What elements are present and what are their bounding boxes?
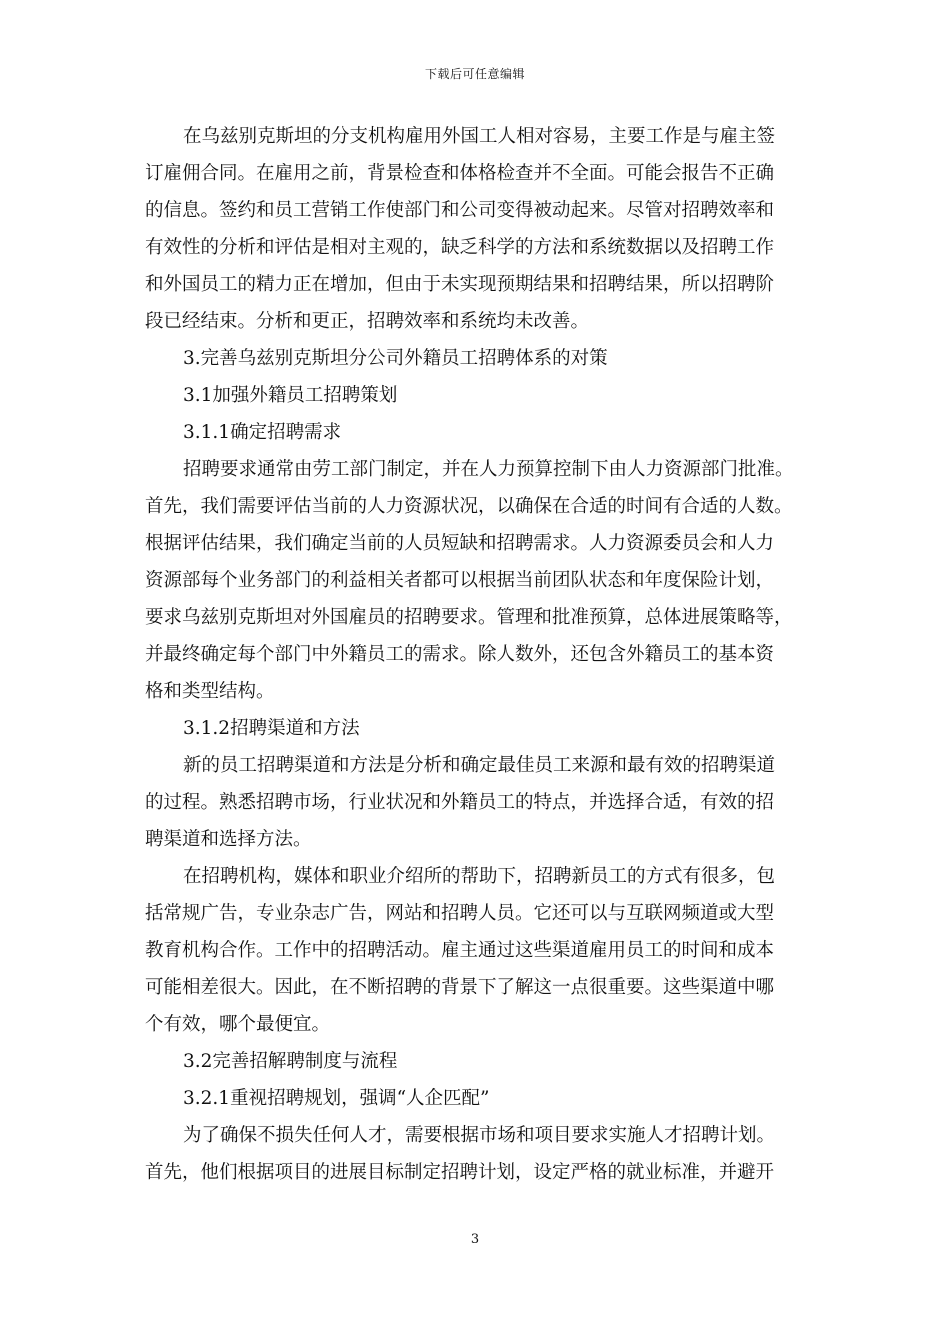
paragraph-line: 订雇佣合同。在雇用之前，背景检查和体格检查并不全面。可能会报告不正确: [145, 163, 775, 184]
section-heading: 3.完善乌兹别克斯坦分公司外籍员工招聘体系的对策: [183, 348, 608, 369]
subsection-heading: 3.1.1确定招聘需求: [183, 422, 342, 443]
paragraph-line: 的信息。签约和员工营销工作使部门和公司变得被动起来。尽管对招聘效率和: [145, 200, 775, 221]
paragraph-line: 要求乌兹别克斯坦对外国雇员的招聘要求。管理和批准预算，总体进展策略等，: [145, 607, 793, 628]
document-body: [145, 118, 805, 1191]
paragraph-line: 在招聘机构，媒体和职业介绍所的帮助下，招聘新员工的方式有很多，包: [183, 866, 776, 887]
paragraph-line: 教育机构合作。工作中的招聘活动。雇主通过这些渠道雇用员工的时间和成本: [145, 940, 775, 961]
subsection-heading: 3.2.1重视招聘规划，强调“人企匹配”: [183, 1088, 490, 1109]
paragraph-line: 可能相差很大。因此，在不断招聘的背景下了解这一点很重要。这些渠道中哪: [145, 977, 775, 998]
paragraph-line: 并最终确定每个部门中外籍员工的需求。除人数外，还包含外籍员工的基本资: [145, 644, 775, 665]
paragraph-line: 为了确保不损失任何人才，需要根据市场和项目要求实施人才招聘计划。: [183, 1125, 776, 1146]
paragraph-line: 新的员工招聘渠道和方法是分析和确定最佳员工来源和最有效的招聘渠道: [183, 755, 776, 776]
paragraph-line: 根据评估结果，我们确定当前的人员短缺和招聘需求。人力资源委员会和人力: [145, 533, 775, 554]
paragraph-line: 首先，我们需要评估当前的人力资源状况，以确保在合适的时间有合适的人数。: [145, 496, 793, 517]
paragraph-line: 个有效，哪个最便宜。: [145, 1014, 331, 1035]
paragraph-line: 招聘要求通常由劳工部门制定，并在人力预算控制下由人力资源部门批准。: [183, 459, 794, 480]
subsection-heading: 3.1.2招聘渠道和方法: [183, 718, 360, 739]
paragraph-line: 的过程。熟悉招聘市场，行业状况和外籍员工的特点，并选择合适，有效的招: [145, 792, 775, 813]
paragraph-line: 资源部每个业务部门的利益相关者都可以根据当前团队状态和年度保险计划，: [145, 570, 775, 591]
paragraph-line: 在乌兹别克斯坦的分支机构雇用外国工人相对容易，主要工作是与雇主签: [183, 126, 776, 147]
paragraph-line: 和外国员工的精力正在增加，但由于未实现预期结果和招聘结果，所以招聘阶: [145, 274, 775, 295]
subsection-heading: 3.2完善招解聘制度与流程: [183, 1051, 398, 1072]
page-header: 下载后可任意编辑: [424, 67, 525, 81]
paragraph-line: 格和类型结构。: [145, 681, 275, 702]
paragraph-line: 首先，他们根据项目的进展目标制定招聘计划，设定严格的就业标准，并避开: [145, 1162, 775, 1183]
paragraph-line: 聘渠道和选择方法。: [145, 829, 312, 850]
paragraph-line: 括常规广告，专业杂志广告，网站和招聘人员。它还可以与互联网频道或大型: [145, 903, 775, 924]
paragraph-line: 段已经结束。分析和更正，招聘效率和系统均未改善。: [145, 311, 590, 332]
page-number: 3: [470, 1232, 480, 1247]
paragraph-line: 有效性的分析和评估是相对主观的，缺乏科学的方法和系统数据以及招聘工作: [145, 237, 775, 258]
subsection-heading: 3.1加强外籍员工招聘策划: [183, 385, 398, 406]
